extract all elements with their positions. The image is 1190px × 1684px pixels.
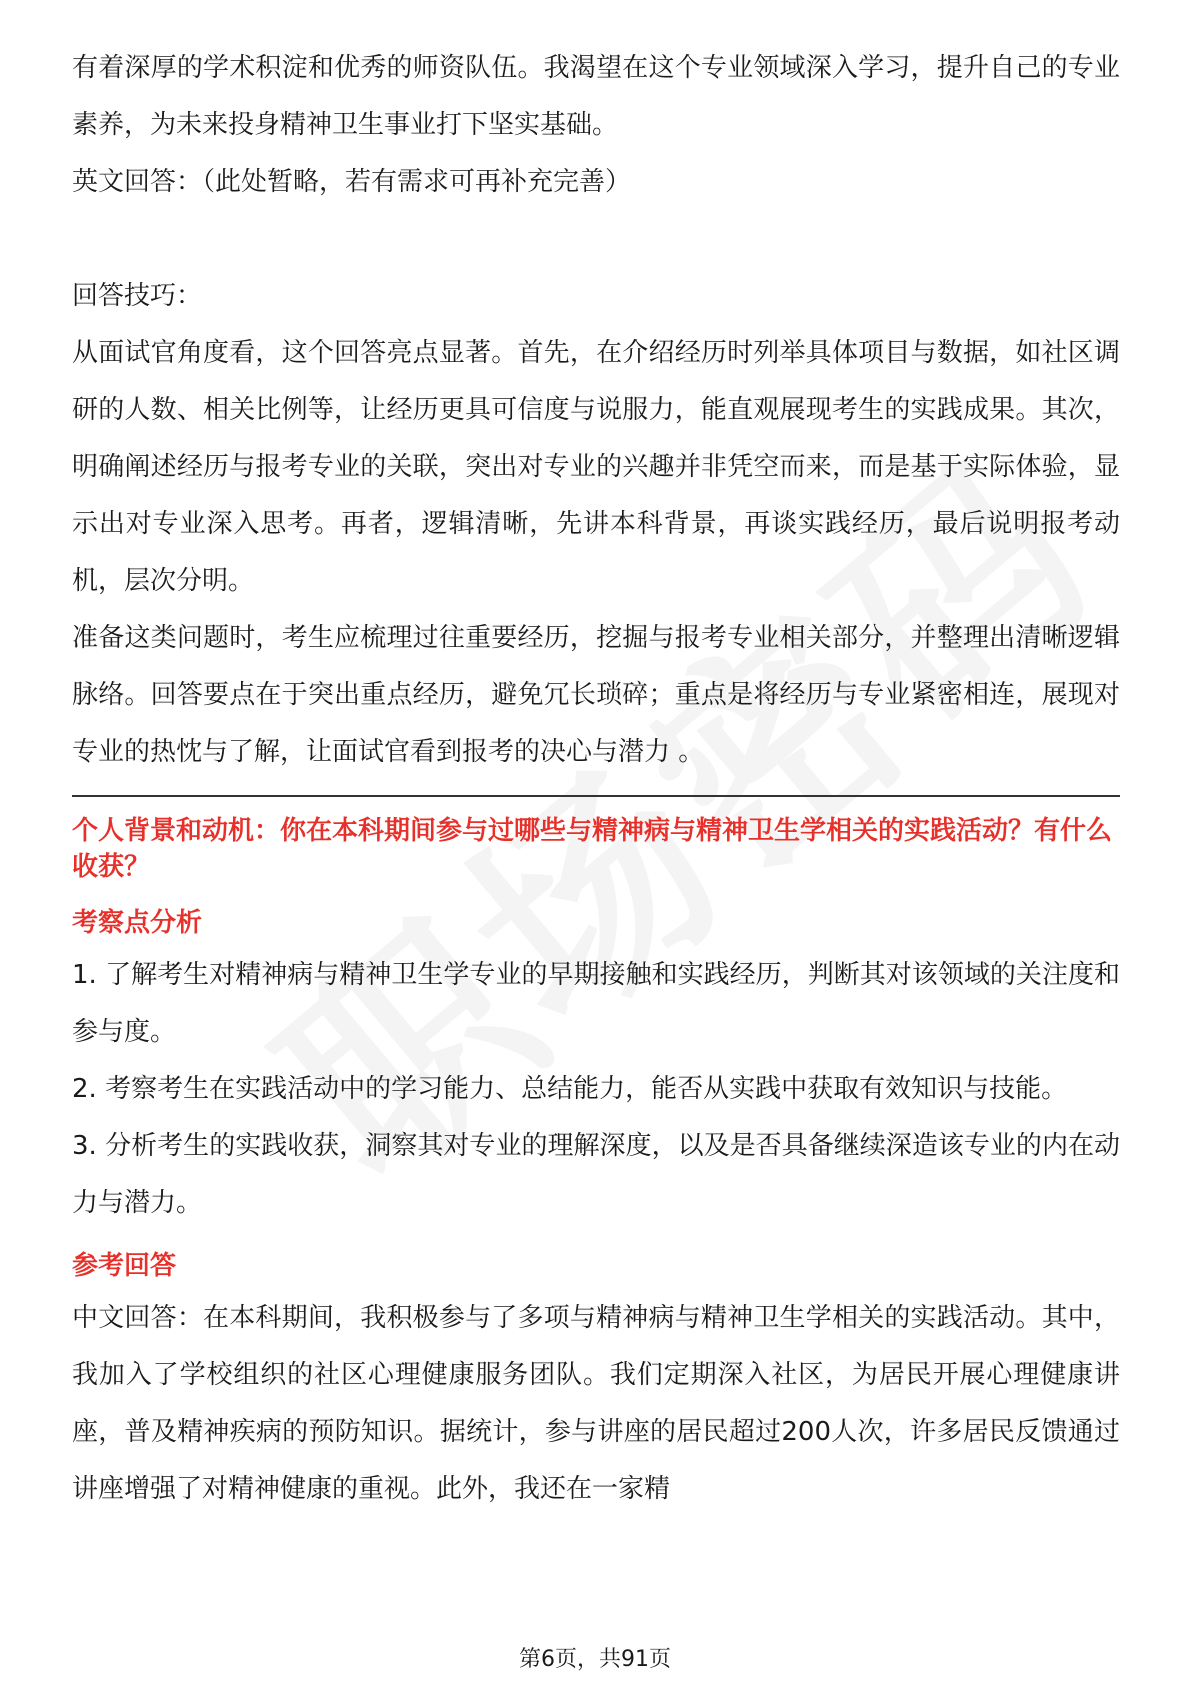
tips-heading: 回答技巧：: [72, 281, 203, 311]
analysis-point: 1. 了解考生对精神病与精神卫生学专业的早期接触和实践经历，判断其对该领域的关注度和参与度。: [72, 960, 1120, 1047]
english-answer-note: 英文回答：（此处暂略，若有需求可再补充完善）: [72, 167, 632, 197]
tips-paragraph: 准备这类问题时，考生应梳理过往重要经历，挖掘与报考专业相关部分，并整理出清晰逻辑脉络。回答要点在于突出重点经历，避免冗长琐碎；重点是将经历与专业紧密相连，展现对专业的热忱与了解，让面试官看到报考的决心与潜力 。: [72, 623, 1120, 767]
section-divider: [72, 795, 1120, 797]
page-number: 第6页，共91页: [519, 1647, 671, 1672]
question-title: 个人背景和动机：你在本科期间参与过哪些与精神病与精神卫生学相关的实践活动？有什么收获？: [72, 816, 1113, 882]
intro-paragraph: 有着深厚的学术积淀和优秀的师资队伍。我渴望在这个专业领域深入学习，提升自己的专业素养，为未来投身精神卫生事业打下坚实基础。: [72, 53, 1120, 140]
reference-heading: 参考回答: [72, 1251, 177, 1281]
analysis-heading: 考察点分析: [72, 908, 203, 938]
analysis-point: 2. 考察考生在实践活动中的学习能力、总结能力，能否从实践中获取有效知识与技能。: [72, 1074, 1068, 1104]
tips-paragraph: 从面试官角度看，这个回答亮点显著。首先，在介绍经历时列举具体项目与数据，如社区调研的人数、相关比例等，让经历更具可信度与说服力，能直观展现考生的实践成果。其次，明确阐述经历与报考专业的关联，突出对专业的兴趣并非凭空而来，而是基于实际体验，显示出对专业深入思考。再者，逻辑清晰，先讲本科背景，再谈实践经历，最后说明报考动机，层次分明。: [72, 338, 1120, 596]
analysis-point: 3. 分析考生的实践收获，洞察其对专业的理解深度，以及是否具备继续深造该专业的内在动力与潜力。: [72, 1131, 1120, 1218]
document-page: [72, 40, 1120, 1518]
reference-answer: 中文回答：在本科期间，我积极参与了多项与精神病与精神卫生学相关的实践活动。其中，我加入了学校组织的社区心理健康服务团队。我们定期深入社区，为居民开展心理健康讲座，普及精神疾病的预防知识。据统计，参与讲座的居民超过200人次，许多居民反馈通过讲座增强了对精神健康的重视。此外，我还在一家精: [72, 1303, 1120, 1504]
